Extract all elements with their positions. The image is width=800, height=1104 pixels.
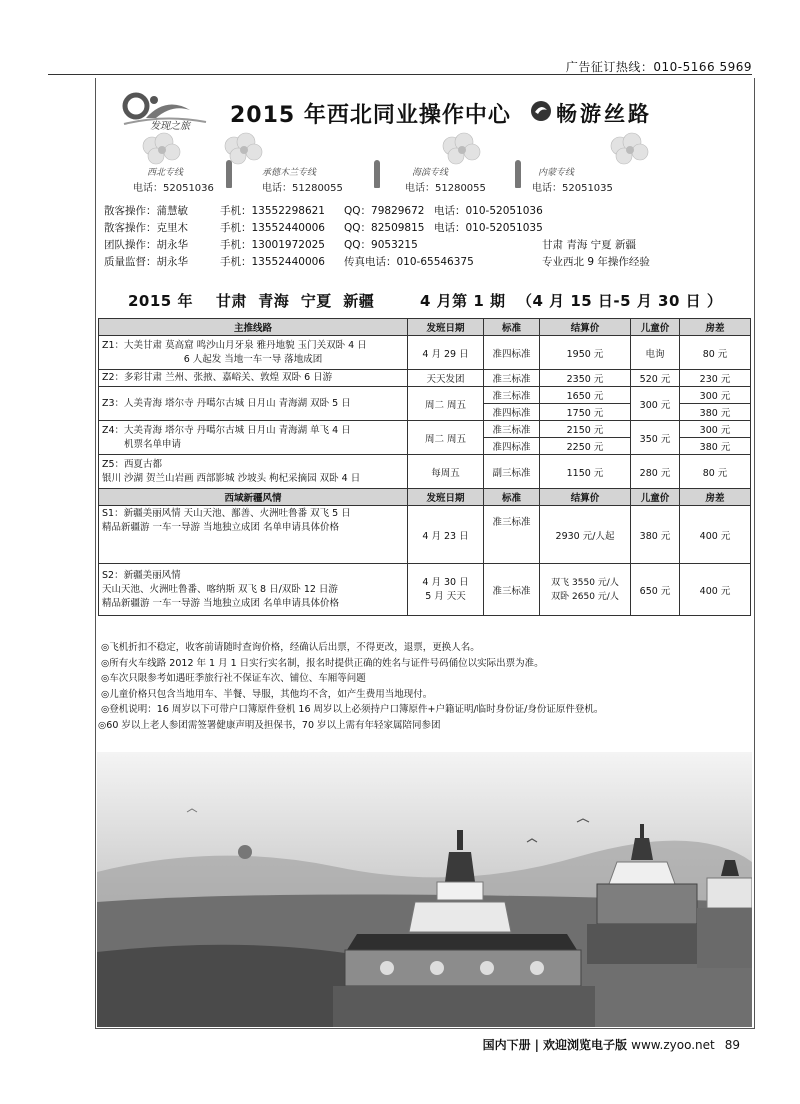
footer-slogan: 欢迎浏览电子版 [542, 1038, 627, 1052]
room-diff: 80 元 [680, 336, 751, 370]
footer-divider: | [534, 1038, 539, 1052]
price: 2150 元 [540, 421, 631, 438]
line-label: 承德木兰专线 [262, 168, 317, 178]
contact-phone: 电话：010-52051035 [434, 222, 543, 234]
room-diff: 230 元 [680, 370, 751, 387]
line-phone: 电话：52051036 [133, 183, 214, 194]
col-header: 房差 [680, 319, 751, 336]
col-header: 结算价 [540, 489, 631, 506]
depart-date [408, 564, 484, 616]
child-price: 300 元 [631, 387, 680, 421]
footer-section: 国内下册 [482, 1038, 531, 1052]
logo-text: 发现之旅 [150, 121, 190, 132]
route-cell [99, 387, 408, 421]
col-header: 儿童价 [631, 319, 680, 336]
room-diff: 380 元 [680, 404, 751, 421]
route-text: S2：新疆美丽风情 [102, 569, 181, 581]
table-row [99, 370, 751, 387]
route-text: S1：新疆美丽风情 天山天池、鄯善、火洲吐鲁番 双飞 5 日 [102, 508, 351, 519]
route-cell [99, 564, 408, 616]
contact-fax: 传真电话：010-65546375 [344, 256, 474, 268]
room-diff: 300 元 [680, 421, 751, 438]
page-title: 2015 年西北同业操作中心 [230, 103, 511, 128]
page-footer [483, 1036, 740, 1053]
contact-list [104, 203, 744, 271]
price: 1950 元 [540, 336, 631, 370]
standard: 准三标准 [484, 564, 540, 616]
col-header: 主推线路 [99, 319, 408, 336]
route-text: 精品新疆游 一车一导游 当地独立成团 名单申请具体价格 [102, 522, 340, 533]
standard: 准四标准 [484, 438, 540, 455]
contact-role: 散客操作：蒲慧敏 [104, 205, 188, 217]
child-price: 280 元 [631, 455, 680, 489]
route-text: 精品新疆游 一车一导游 当地独立成团 名单申请具体价格 [102, 597, 340, 609]
line-label: 内蒙专线 [538, 168, 575, 178]
route-cell [99, 421, 408, 455]
depart-date-line: 5 月 天天 [425, 590, 466, 602]
standard: 准三标准 [484, 387, 540, 404]
price-line: 双卧 2650 元/人 [551, 591, 619, 602]
standard: 准四标准 [484, 336, 540, 370]
destinations-text: 甘肃 青海 宁夏 新疆 [542, 239, 637, 251]
depart-date: 每周五 [408, 455, 484, 489]
note-item: ◎60 岁以上老人参团需签署健康声明及担保书，70 岁以上需有年轻家属陪同参团 [98, 719, 441, 731]
page-number: 89 [724, 1038, 740, 1052]
depart-date: 4 月 29 日 [408, 336, 484, 370]
contact-role: 质量监督：胡永华 [104, 256, 188, 268]
route-text: Z4：大美青海 塔尔寺 丹噶尔古城 日月山 青海湖 单飞 4 日 [102, 424, 351, 436]
col-header: 发班日期 [408, 489, 484, 506]
contact-mobile: 手机：13552298621 [220, 205, 325, 217]
contact-role: 团队操作：胡永华 [104, 239, 188, 251]
child-price: 380 元 [631, 506, 680, 564]
col-header: 房差 [680, 489, 751, 506]
col-header: 儿童价 [631, 489, 680, 506]
footer-url: www.zyoo.net [631, 1038, 715, 1052]
table-row [99, 336, 751, 370]
price-line: 双飞 3550 元/人 [551, 577, 619, 588]
tour-price-table [98, 318, 751, 616]
contact-qq: QQ：79829672 [344, 205, 425, 217]
price: 2930 元/人起 [540, 506, 631, 564]
contact-row [104, 220, 744, 237]
note-item: ◎儿童价格只包含当地用车、半餐、导服，其他均不含，如产生费用当地现付。 [101, 688, 433, 700]
route-text: Z3：人美青海 塔尔寺 丹噶尔古城 日月山 青海湖 双卧 5 日 [102, 397, 351, 409]
person-silhouette-icon [374, 160, 380, 188]
table-header-row [99, 319, 751, 336]
contact-mobile: 手机：13001972025 [220, 239, 325, 251]
col-header: 结算价 [540, 319, 631, 336]
line-phone: 电话：52051035 [532, 183, 613, 194]
standard: 准三标准 [484, 421, 540, 438]
contact-row [104, 237, 744, 254]
room-diff: 80 元 [680, 455, 751, 489]
notes-list [98, 640, 750, 733]
child-price: 350 元 [631, 421, 680, 455]
brand-name: 畅游丝路 [556, 101, 652, 126]
standard: 准四标准 [484, 404, 540, 421]
line-phone: 电话：51280055 [262, 183, 343, 194]
route-cell [99, 506, 408, 564]
stupa-photo [97, 752, 752, 1027]
child-price: 650 元 [631, 564, 680, 616]
table-row [99, 421, 751, 438]
depart-date: 周二 周五 [408, 387, 484, 421]
col-header: 标准 [484, 319, 540, 336]
room-diff: 380 元 [680, 438, 751, 455]
price: 2350 元 [540, 370, 631, 387]
depart-date: 周二 周五 [408, 421, 484, 455]
person-silhouette-icon [515, 160, 521, 188]
route-cell [99, 336, 408, 370]
depart-date-line: 4 月 30 日 [422, 576, 469, 588]
col-header: 发班日期 [408, 319, 484, 336]
line-phone: 电话：51280055 [405, 183, 486, 194]
route-text: 银川 沙湖 贺兰山岩画 西部影城 沙坡头 枸杞采摘园 双卧 4 日 [102, 472, 361, 484]
price: 1750 元 [540, 404, 631, 421]
route-cell [99, 455, 408, 489]
col-header: 标准 [484, 489, 540, 506]
contact-role: 散客操作：克里木 [104, 222, 188, 234]
depart-date: 天天发团 [408, 370, 484, 387]
line-label: 海滨专线 [412, 168, 449, 178]
table-row [99, 506, 751, 564]
room-diff: 300 元 [680, 387, 751, 404]
brand-swirl-icon [530, 100, 552, 122]
person-silhouette-icon [226, 160, 232, 188]
ad-hotline: 广告征订热线：010-5166 5969 [565, 60, 752, 74]
col-header: 西域新疆风情 [99, 489, 408, 506]
depart-date: 4 月 23 日 [408, 506, 484, 564]
contact-row [104, 203, 744, 220]
contact-qq: QQ：82509815 [344, 222, 425, 234]
contact-row [104, 254, 744, 271]
contact-mobile: 手机：13552440006 [220, 222, 325, 234]
contact-phone: 电话：010-52051036 [434, 205, 543, 217]
price: 1150 元 [540, 455, 631, 489]
route-text: Z5：西夏古都 [102, 458, 163, 470]
note-item: ◎飞机折扣不稳定，收客前请随时查询价格，经确认后出票，不得更改，退票，更换人名。 [101, 642, 480, 653]
route-text: 天山天池、火洲吐鲁番、喀纳斯 双飞 8 日/双卧 12 日游 [102, 583, 338, 595]
table-row [99, 564, 751, 616]
contact-qq: QQ：9053215 [344, 239, 418, 251]
room-diff: 400 元 [680, 564, 751, 616]
child-price: 电询 [631, 336, 680, 370]
note-item: ◎所有火车线路 2012 年 1 月 1 日实行实名制，报名时提供正确的姓名与证件号码俑位以实际出票为准。 [101, 657, 544, 669]
note-item: ◎登机说明：16 周岁以下可带户口簿原件登机 16 周岁以上必须持户口簿原件+户籍证明/临时身份证/身份证原件登机。 [101, 704, 604, 715]
route-text: 6 人起发 当地一车一导 落地成团 [183, 353, 323, 365]
price: 2250 元 [540, 438, 631, 455]
route-cell [99, 370, 408, 387]
route-text: Z1：大美甘肃 莫高窟 鸣沙山月牙泉 雅丹地貌 玉门关双卧 4 日 [102, 339, 367, 351]
price [540, 564, 631, 616]
standard: 准三标准 [484, 370, 540, 387]
line-label: 西北专线 [147, 168, 184, 178]
table-header-row [99, 489, 751, 506]
standard: 副三标准 [484, 455, 540, 489]
price: 1650 元 [540, 387, 631, 404]
child-price: 520 元 [631, 370, 680, 387]
standard: 准三标准 [484, 506, 540, 564]
room-diff: 400 元 [680, 506, 751, 564]
route-text: Z2：多彩甘肃 兰州、张掖、嘉峪关、敦煌 双卧 6 日游 [102, 372, 333, 383]
issue-subtitle: 2015 年 甘肃 青海 宁夏 新疆 4 月第 1 期 （4 月 15 日-5 月 30 日 ） [128, 292, 723, 310]
flower-decoration-icon [598, 132, 668, 172]
note-item: ◎车次只限参考如遇旺季旅行社不保证车次、铺位、车厢等问题 [101, 673, 366, 684]
table-row [99, 387, 751, 404]
table-row [99, 455, 751, 489]
route-text: 机票名单申请 [124, 438, 182, 450]
experience-text: 专业西北 9 年操作经验 [542, 256, 650, 268]
top-rule [48, 74, 752, 75]
contact-mobile: 手机：13552440006 [220, 256, 325, 268]
